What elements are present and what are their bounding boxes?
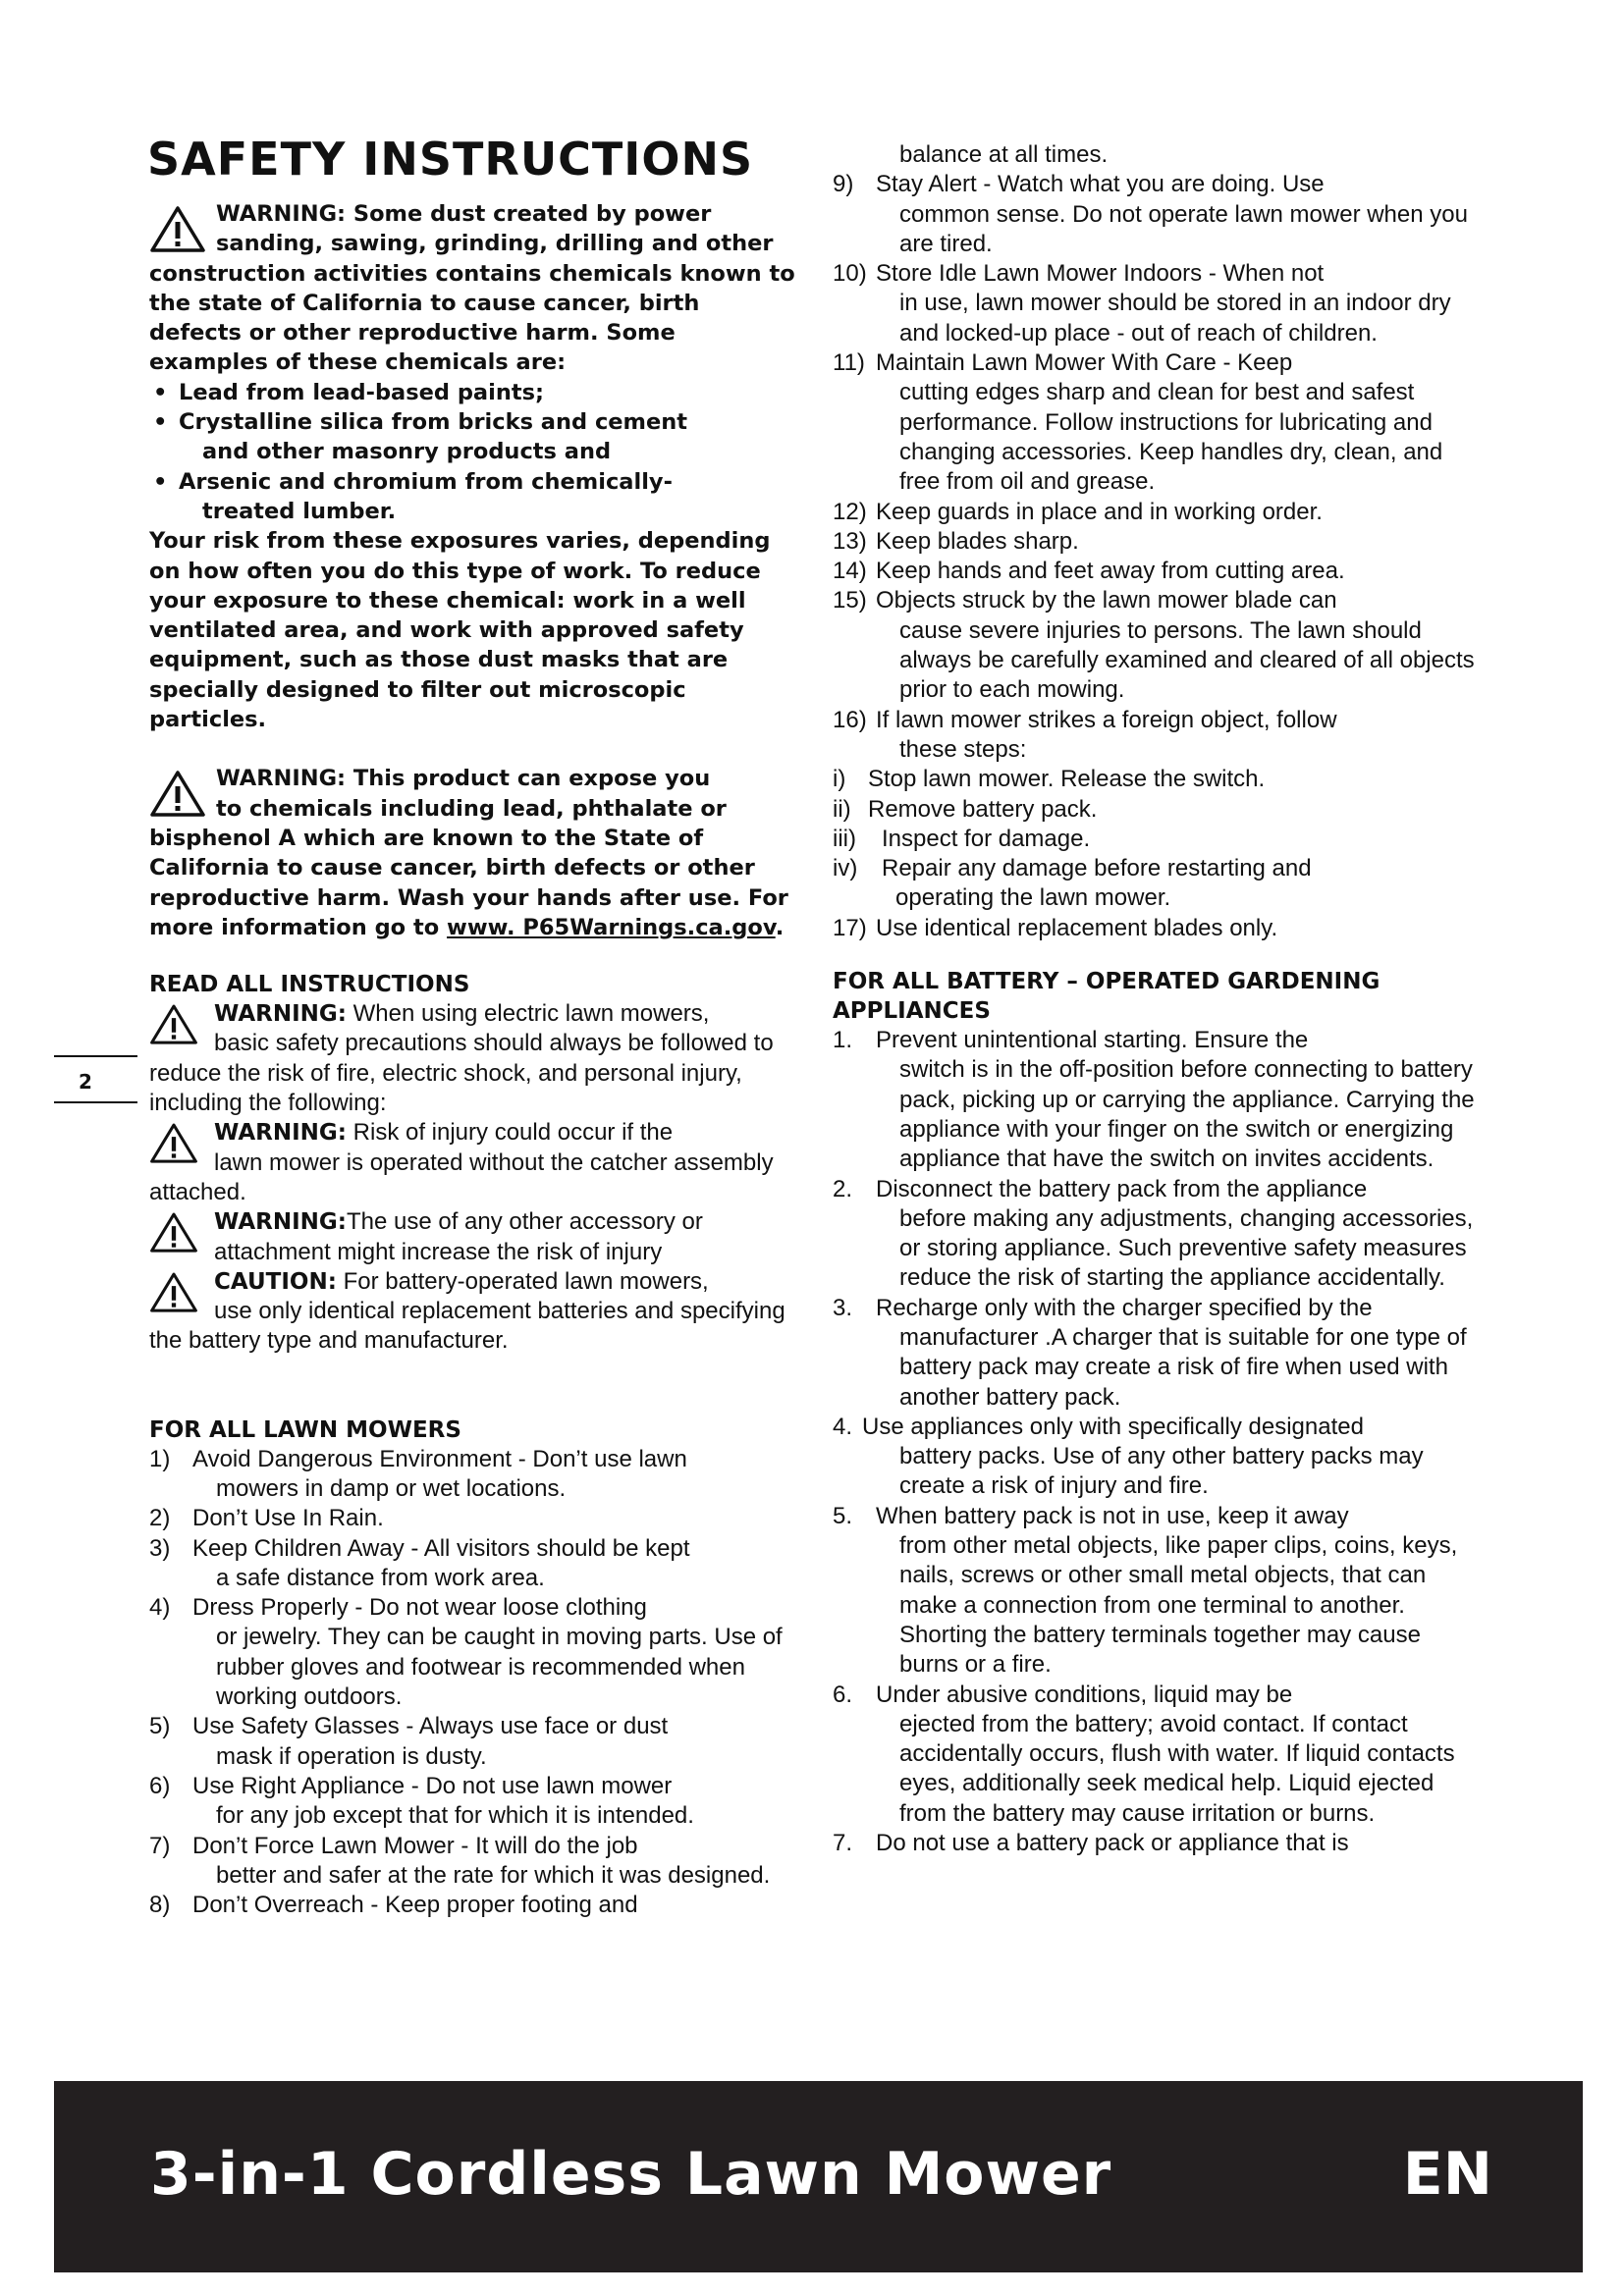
right-column <box>833 140 1481 1858</box>
list-item: 5) Use Safety Glasses - Always use face or dust mask if operation is dusty. <box>149 1713 669 1770</box>
list-item: 12) Keep guards in place and in working order. <box>833 498 1323 525</box>
left-column <box>149 199 797 1920</box>
list-item: 16) If lawn mower strikes a foreign object, follow these steps: <box>833 706 1337 763</box>
list-item: i) Stop lawn mower. Release the switch. <box>833 766 1266 793</box>
list-item: 3) Keep Children Away - All visitors should be kept a safe distance from work area. <box>149 1534 690 1591</box>
list-item: 7. Do not use a battery pack or appliance that is <box>833 1830 1349 1857</box>
foreign-object-steps <box>833 765 1481 913</box>
warning-dust-advice: Your risk from these exposures varies, depending on how often you do this type of work. To reduce your exposure to these chemical: work in a well ventilated area, and work with approved safety equipment, such as those dust masks that are specially designed to filter out microscopic particles. <box>149 528 771 733</box>
page-number-rule-bottom <box>54 1101 137 1103</box>
list-item: 9) Stay Alert - Watch what you are doing. Use common sense. Do not operate lawn mower when you are tired. <box>833 171 1468 257</box>
list-item: 6. Under abusive conditions, liquid may be ejected from the battery; avoid contact. If contact accidentally occurs, flush with water. If liquid contacts eyes, additionally seek medical help. Liquid ejected from the battery may cause irritation or burns. <box>833 1681 1455 1827</box>
battery-list <box>833 1026 1481 1858</box>
warning-dust <box>149 199 797 258</box>
list-item: 17) Use identical replacement blades only. <box>833 914 1278 941</box>
list-item: 4) Dress Properly - Do not wear loose clothing or jewelry. They can be caught in moving parts. Use of rubber gloves and footwear is recommended when working outdoors. <box>149 1594 783 1711</box>
list-item: 8) Don’t Overreach - Keep proper footing and <box>149 1892 638 1919</box>
warning-triangle-icon <box>149 1271 198 1314</box>
list-item: 14) Keep hands and feet away from cutting area. <box>833 558 1345 585</box>
warning-triangle-icon <box>149 770 206 819</box>
list-item: 13) Keep blades sharp. <box>833 527 1079 555</box>
list-item: iii) Inspect for damage. <box>833 825 1091 852</box>
page-number-rule-top <box>54 1055 137 1057</box>
list-item: 11) Maintain Lawn Mower With Care - Keep cutting edges sharp and clean for best and safest performance. Follow instructions for lubricating and changing accessories. Keep handles dry, clean, and free from oil and grease. <box>833 349 1443 496</box>
read-all-caution: CAUTION: For battery-operated lawn mowers, use only identical replacement batteries and specifying the battery type and manufacturer. <box>149 1267 785 1355</box>
list-item: • Lead from lead-based paints; <box>149 378 797 407</box>
battery-heading: FOR ALL BATTERY – OPERATED GARDENING APPLIANCES <box>833 969 1380 1025</box>
list-item: 1. Prevent unintentional starting. Ensure the switch is in the off-position before connecting to battery pack, picking up or carrying the appliance. Carrying the appliance with your finger on the switch or energizing appliance that have the switch on invites accidents. <box>833 1027 1475 1173</box>
read-all-heading: READ ALL INSTRUCTIONS <box>149 972 470 998</box>
warning-triangle-icon <box>149 1003 198 1046</box>
warning-dust-examples <box>149 378 797 526</box>
warning-chemicals-heading: WARNING: This product can expose you <box>216 766 711 792</box>
list-item: 3. Recharge only with the charger specified by the manufacturer .A charger that is suitable for one type of battery pack may create a risk of fire when used with another battery pack. <box>833 1294 1467 1411</box>
footer-band <box>54 2081 1583 2272</box>
carry-over-text: balance at all times. <box>899 141 1109 168</box>
language-code: EN <box>1402 2140 1492 2209</box>
lawn-mowers-list-continued <box>833 170 1481 765</box>
read-all-warning-2: WARNING: Risk of injury could occur if the lawn mower is operated without the catcher assembly attached. <box>149 1119 774 1205</box>
read-all-warning-1: WARNING: When using electric lawn mowers, basic safety precautions should always be followed to reduce the risk of fire, electric shock, and personal injury, including the following: <box>149 1000 774 1117</box>
list-item: 7) Don’t Force Lawn Mower - It will do the job better and safer at the rate for which it was designed. <box>149 1832 771 1889</box>
warning-chemicals: WARNING: This product can expose you to chemicals including lead, phthalate or bisphenol A which are known to the State of California to cause cancer, birth defects or other reproductive harm. Wash your hands after use. For more information go to www. P65Warnings.ca.gov. <box>149 764 797 942</box>
warning-dust-heading: WARNING: Some dust created by power <box>216 201 712 227</box>
lawn-mowers-heading: FOR ALL LAWN MOWERS <box>149 1416 461 1443</box>
list-item: 6) Use Right Appliance - Do not use lawn mower for any job except that for which it is intended. <box>149 1772 694 1830</box>
warning-triangle-icon <box>149 1122 198 1165</box>
list-item: 10) Store Idle Lawn Mower Indoors - When not in use, lawn mower should be stored in an indoor dry and locked-up place - out of reach of children. <box>833 260 1451 347</box>
lawn-mowers-list-final <box>833 914 1481 943</box>
read-all-warning-3: WARNING:The use of any other accessory or attachment might increase the risk of injury <box>149 1207 797 1267</box>
list-item: ii) Remove battery pack. <box>833 795 1098 823</box>
list-item: 4. Use appliances only with specifically designated battery packs. Use of any other battery packs may create a risk of injury and fire. <box>833 1413 1424 1500</box>
warning-triangle-icon <box>149 205 206 254</box>
warning-triangle-icon <box>149 1211 198 1255</box>
list-item: 15) Objects struck by the lawn mower blade can cause severe injuries to persons. The lawn should always be carefully examined and cleared of all objects prior to each mowing. <box>833 587 1475 704</box>
list-item: • Arsenic and chromium from chemically- treated lumber. <box>149 467 797 527</box>
warning-dust-body: sanding, sawing, grinding, drilling and other construction activities contains chemicals known to the state of California to cause cancer, birth defects or other reproductive harm. Some examples of these chemicals are: <box>149 231 795 376</box>
list-item: iv) Repair any damage before restarting and operating the lawn mower. <box>833 855 1312 912</box>
p65-link[interactable]: www. P65Warnings.ca.gov <box>447 914 776 940</box>
page-title: SAFETY INSTRUCTIONS <box>147 133 754 186</box>
list-item: 1) Avoid Dangerous Environment - Don’t use lawn mowers in damp or wet locations. <box>149 1445 687 1502</box>
list-item: 5. When battery pack is not in use, keep it away from other metal objects, like paper clips, coins, keys, nails, screws or other small metal objects, that can make a connection from one terminal to another. Shorting the battery terminals together may cause burns or a fire. <box>833 1502 1458 1679</box>
product-title: 3-in-1 Cordless Lawn Mower <box>150 2140 1112 2209</box>
list-item: • Crystalline silica from bricks and cement and other masonry products and <box>149 407 797 467</box>
list-item: 2. Disconnect the battery pack from the appliance before making any adjustments, changing accessories, or storing appliance. Such preventive safety measures reduce the risk of starting the appliance accidentally. <box>833 1175 1474 1292</box>
page-number: 2 <box>79 1070 92 1094</box>
list-item: 2) Don’t Use In Rain. <box>149 1505 384 1532</box>
lawn-mowers-list <box>149 1445 797 1921</box>
